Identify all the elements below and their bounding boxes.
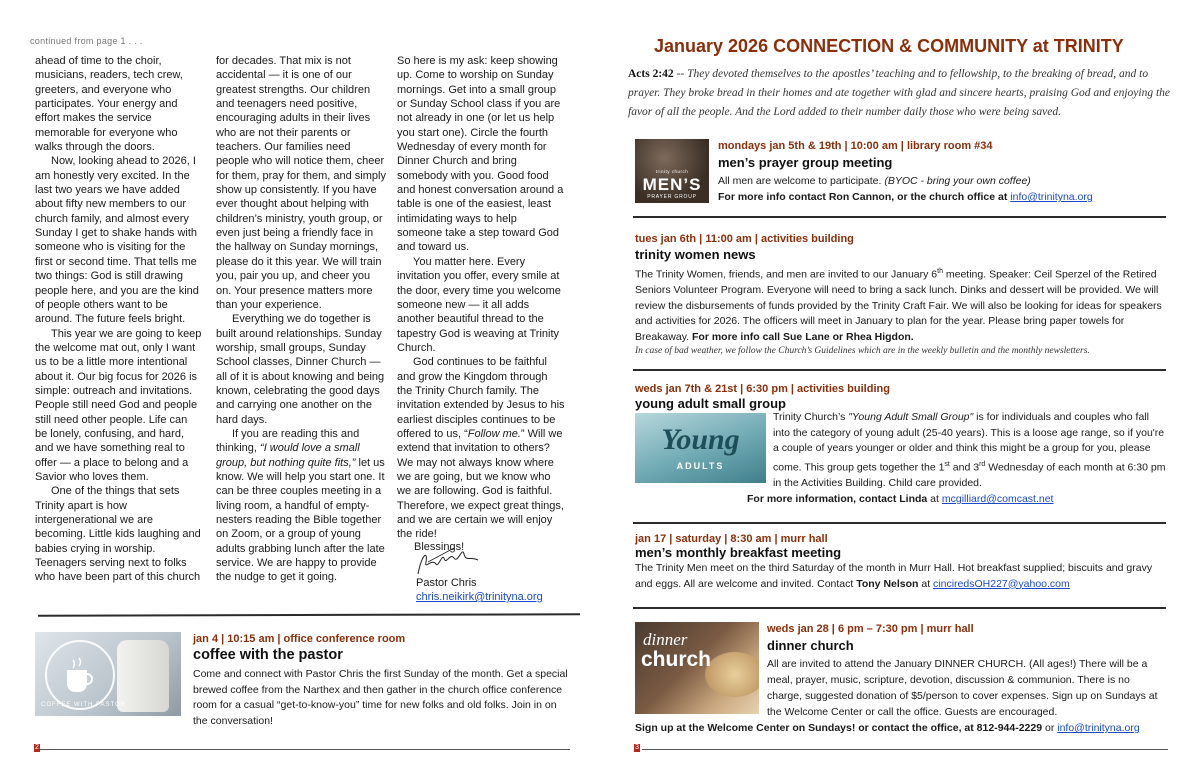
breakfast-meta: jan 17 | saturday | 8:30 am | murr hall [635,533,828,545]
page-number-left: 2 [35,744,39,751]
women-meta: tues jan 6th | 11:00 am | activities building [635,233,854,245]
coffee-text: Come and connect with Pastor Chris the first Sunday of the month. Get a special brewed coffee from the Narthex and then gather in the church office conference room for a casual “get-to-know-you” time for new folks and old folks. Join in on the conversation! [193,668,568,727]
coffee-image [35,632,181,716]
footer-rule-right [642,749,1168,750]
letter-column-1 [35,54,202,585]
paragraph: Now, looking ahead to 2026, I am honestly very excited. In the last two years we have added about fifty new members to our church family, and almost every Sunday I get to shake hands with someone who is visiting for the first or second time. That tells me two things: God is still drawing people here, and you are the kind of people others want to be around. The future feels bright. [35,155,199,326]
coffee-title: coffee with the pastor [193,647,343,663]
scripture-verse: Acts 2:42 -- They devoted themselves to the apostles’ teaching and to fellowship, to the breaking of bread, and to prayer. They broke bread in their homes and ate together with glad and sincere hearts, praising God and enjoying the favor of all the people. And the Lord added to their number daily those who were being saved. [628,68,1171,118]
young-text: Trinity Church’s "Young Adult Small Group" is for individuals and couples who fall into the category of young adult (25-40 years). This is a loose age range, so if you're a couple of years younger or older and think this might be a group for you, please come. This group gets together the 1st and 3rd Wednesday of each month at 6:30 pm in the Activities Building. Child care provided. [773,411,1166,489]
breakfast-title: men’s monthly breakfast meeting [635,545,842,560]
letter-column-2 [216,54,386,585]
women-text: The Trinity Women, friends, and men are invited to our January 6th meeting. Speaker: Ceil Sperzel of the Retired Seniors Volunteer Program. Everyone will need to bring a sack lunch. Dinks and dessert will be provided. We will review the disbursements of funds provided by the Trinity Craft Fair. We will also be looking for ideas for speakers and activities for 2026. The officers will meet in January to plan for the year. Please bring paper towels for Breakaway. For more info call Sue Lane or Rhea Higdon. [635,268,1162,343]
young-meta: weds jan 7th & 21st | 6:30 pm | activities building [635,383,890,395]
dinner-church-image [635,622,759,714]
office-email-link[interactable]: info@trinityna.org [1010,191,1093,203]
dinner-title: dinner church [767,638,854,653]
dinner-text: All are invited to attend the January DINNER CHURCH. (All ages!) There will be a meal, prayer, music, scripture, devotion, discussion & communion. There is no charge, suggested donation of $5/person to cover expenses. Sign up on Sundays at the Welcome Center or call the office. Guests are encouraged. [767,658,1158,718]
paragraph: So here is my ask: keep showing up. Come to worship on Sunday mornings. Get into a small group or Sunday School class if you are not already in one (or let us help you start one). Circle the fourth Wednesday of every month for Dinner Church and bring somebody with you. Good food and honest conversation around a table is one of the easiest, least intimidating ways to help someone take a step toward God and toward us. [397,55,564,254]
dinner-footer: Sign up at the Welcome Center on Sundays! or contact the office, at 812-944-2229 or info@trinityna.org [635,722,1140,734]
linda-email-link[interactable]: mcgilliard@comcast.net [941,493,1054,505]
mens-text-line2: For more info contact Ron Cannon, or the church office at info@trinityna.org [718,191,1093,203]
dinner-image-word1: dinner [643,630,688,649]
page-number-right: 3 [635,744,639,751]
pastor-email-link[interactable]: chris.neikirk@trinityna.org [416,591,543,603]
coffee-meta: jan 4 | 10:15 am | office conference room [193,633,406,645]
coffee-cup-icon [47,642,111,706]
continued-note: continued from page 1 . . . [30,36,143,46]
divider [633,216,1166,218]
paragraph: for decades. That mix is not accidental — it is one of our greatest strengths. Our children and teenagers need positive, encouraging adults in their lives who are not their parents or teachers. Our families need people who will notice them, cheer for them, pray for them, and simply show up consistently. If you have ever thought about helping with children’s ministry, youth group, or even just being a friendly face in the hallway on Sunday mornings, please do it this year. We will train you, pair you up, and cheer you on. Your presence matters more than your experience. [216,55,386,311]
women-weather-note: In case of bad weather, we follow the Church’s Guidelines which are in the weekly bulletin and the monthly newsletters. [635,346,1090,356]
mens-prayer-image [635,139,709,203]
young-contact: For more information, contact Linda at mcgilliard@comcast.net [747,493,1054,505]
page-title: January 2026 CONNECTION & COMMUNITY at TRINITY [654,36,1124,56]
divider [633,607,1166,609]
young-adults-image [635,413,766,483]
signature-icon [414,544,484,580]
mens-title: men’s prayer group meeting [718,155,893,170]
paragraph: God continues to be faithful and grow the Kingdom through the Trinity Church family. The invitation extended by Jesus to his earliest disciples continues to be offered to us, “Follow me.” Will we extend that invitation to others? We may not always know where we are going, but we know who we are following. God is faithful. Therefore, we expect great things, and we are certain we will enjoy the ride! [397,356,565,541]
tony-email-link[interactable]: cinciredsOH227@yahoo.com [933,577,1070,590]
blessings: Blessings! [414,541,465,553]
bread-shape [705,652,759,697]
paragraph: This year we are going to keep the welcome mat out, only I want us to be a little more intentional about it. Our big focus for 2026 is simple: outreach and invitations. People still need God and people still need other people. Life can be lonely, confusing, and hard, and we have something real to offer — a place to belong and a Savior who loves them. [35,327,202,483]
divider [633,369,1166,371]
women-title: trinity women news [635,247,756,262]
mens-image-title: MEN’S [642,175,702,194]
paragraph: If you are reading this and thinking, “I would love a small group, but nothing quite fits,” let us know. We will help you start one. It can be three couples meeting in a living room, a handful of empty-nesters reading the Bible together on Zoom, or a group of young adults grabbing lunch after the late service. We are happy to provide the nudge to get it going. [216,427,385,584]
mens-text-line1: All men are welcome to participate. (BYOC - bring your own coffee) [718,175,1031,187]
dinner-meta: weds jan 28 | 6 pm – 7:30 pm | murr hall [767,623,974,635]
signer-name: Pastor Chris [416,576,477,589]
paragraph: You matter here. Every invitation you offer, every smile at the door, every time you welcome someone new — it all adds another beautiful thread to the tapestry God is weaving at Trinity Church. [397,255,561,354]
paragraph: Everything we do together is built around relationships. Sunday worship, small groups, Sunday School classes, Dinner Church — all of it is about knowing and being known, celebrating the good days and carrying one another on the hard days. [216,313,385,426]
dinner-image-word2: church [641,648,712,671]
coffee-image-label: COFFEE WITH PASTOR [41,702,127,708]
breakfast-text: The Trinity Men meet on the third Saturday of the month in Murr Hall. Hot breakfast supplied; biscuits and gravy and eggs. All are welcome and invited. Contact Tony Nelson at cinciredsOH227@yahoo.com [635,562,1153,590]
young-title: young adult small group [635,396,786,411]
mens-meta: mondays jan 5th & 19th | 10:00 am | library room #34 [718,140,993,152]
footer-rule-left [40,749,570,750]
young-image-title: Young [661,423,740,456]
mens-image-small: trinity church [655,169,689,174]
young-image-sub: ADULTS [676,461,725,471]
divider [38,613,580,616]
signature-block [414,540,584,605]
office-email-link-footer[interactable]: info@trinityna.org [1057,722,1140,734]
letter-column-3 [397,54,565,542]
divider [633,522,1166,524]
mens-image-sub: PRAYER GROUP [647,194,697,200]
paragraph: ahead of time to the choir, musicians, readers, tech crew, greeters, and everyone who participates. Your energy and effort makes the service memorable for everyone who walks through the doors. [35,55,183,154]
paragraph: One of the things that sets Trinity apart is how intergenerational we are becoming. Little kids laughing and babies crying in worship. Teenagers serving next to folks who have been part of this church [35,485,201,584]
